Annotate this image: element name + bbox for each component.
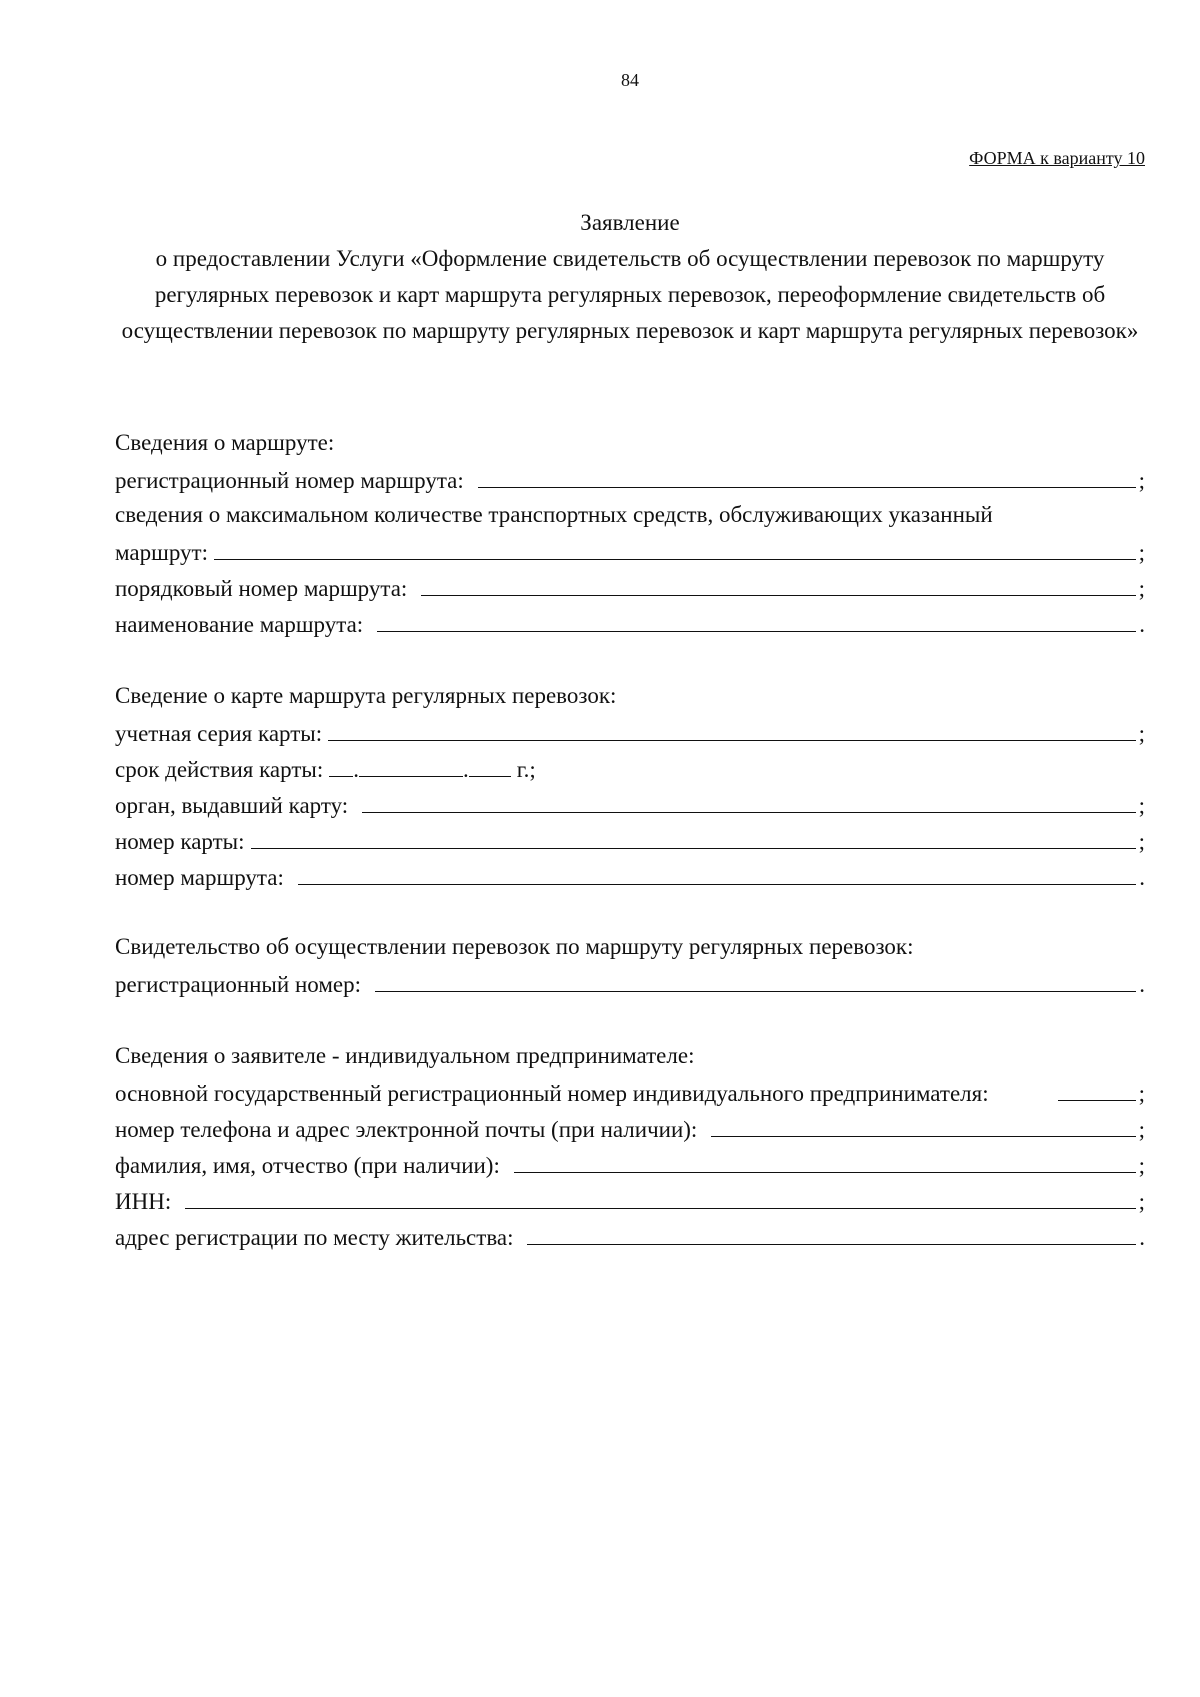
form-line [115, 1182, 1145, 1218]
period: . [1139, 1225, 1145, 1250]
route-sequence-number-label: порядковый номер маршрута: [115, 576, 408, 601]
semicolon: ; [1138, 540, 1145, 565]
certificate-info-heading: Свидетельство об осуществлении перевозок по маршруту регулярных перевозок: [115, 934, 914, 959]
period: . [1139, 865, 1145, 890]
semicolon: ; [1138, 576, 1145, 601]
card-series-field[interactable] [328, 714, 1135, 741]
form-line [115, 750, 1145, 786]
validity-month-field[interactable] [359, 750, 463, 777]
card-number-label: номер карты: [115, 829, 245, 854]
contacts-field[interactable] [711, 1110, 1135, 1137]
certificate-registration-number-label: регистрационный номер: [115, 972, 361, 997]
section-heading [115, 1038, 1145, 1074]
address-field[interactable] [527, 1218, 1136, 1245]
full-name-field[interactable] [514, 1146, 1136, 1173]
address-label: адрес регистрации по месту жительства: [115, 1225, 514, 1250]
card-issuer-label: орган, выдавший карту: [115, 793, 349, 818]
inn-label: ИНН: [115, 1189, 172, 1214]
route-registration-number-field[interactable] [478, 461, 1136, 488]
route-info-section [115, 425, 1145, 641]
form-line [115, 822, 1145, 858]
form-line [115, 965, 1145, 1001]
route-name-label: наименование маршрута: [115, 612, 364, 637]
form-line [115, 1110, 1145, 1146]
card-number-field[interactable] [251, 822, 1136, 849]
validity-year-field[interactable] [469, 750, 511, 777]
card-info-section [115, 678, 1145, 894]
form-line [115, 461, 1145, 497]
certificate-info-section [115, 929, 1145, 1001]
card-route-number-label: номер маршрута: [115, 865, 284, 890]
document-title-block [115, 205, 1145, 349]
route-registration-number-label: регистрационный номер маршрута: [115, 468, 464, 493]
semicolon: ; [1138, 721, 1145, 746]
max-vehicles-label-line1: сведения о максимальном количестве транспортных средств, обслуживающих указанный [115, 502, 993, 527]
validity-day-field[interactable] [329, 750, 353, 777]
route-sequence-number-field[interactable] [421, 569, 1135, 596]
certificate-registration-number-field[interactable] [375, 965, 1136, 992]
semicolon: ; [1138, 1189, 1145, 1214]
card-info-heading: Сведение о карте маршрута регулярных перевозок: [115, 683, 617, 708]
page-number: 84 [621, 70, 639, 90]
contacts-label: номер телефона и адрес электронной почты (при наличии): [115, 1117, 698, 1142]
form-line [115, 569, 1145, 605]
form-line [115, 1074, 1145, 1110]
form-line [115, 858, 1145, 894]
section-heading [115, 678, 1145, 714]
period: . [1139, 612, 1145, 637]
card-series-label: учетная серия карты: [115, 721, 323, 746]
document-subtitle: о предоставлении Услуги «Оформление свидетельств об осуществлении перевозок по маршруту регулярных перевозок и карт маршрута регулярных перевозок, переоформление свидетельств об осуществлении перевозок по маршруту регулярных перевозок и карт маршрута регулярных перевозок» [121, 246, 1139, 343]
card-issuer-field[interactable] [362, 786, 1135, 813]
card-validity-label: срок действия карты: [115, 757, 324, 782]
applicant-info-section [115, 1038, 1145, 1254]
form-line [115, 533, 1145, 569]
semicolon: ; [1138, 1153, 1145, 1178]
form-line [115, 786, 1145, 822]
route-name-field[interactable] [377, 605, 1136, 632]
section-heading [115, 929, 1145, 965]
card-route-number-field[interactable] [298, 858, 1136, 885]
semicolon: ; [1138, 793, 1145, 818]
form-line [115, 714, 1145, 750]
section-heading [115, 425, 1145, 461]
form-reference: ФОРМА к варианту 10 [969, 148, 1145, 168]
document-title: Заявление [580, 210, 680, 235]
date-dot: . [353, 757, 359, 782]
ogrnip-label: основной государственный регистрационный номер индивидуального предпринимателя: [115, 1081, 989, 1106]
semicolon: ; [1138, 468, 1145, 493]
applicant-info-heading: Сведения о заявителе - индивидуальном предпринимателе: [115, 1043, 695, 1068]
validity-year-suffix: г.; [516, 757, 536, 782]
semicolon: ; [1138, 829, 1145, 854]
period: . [1139, 972, 1145, 997]
semicolon: ; [1138, 1117, 1145, 1142]
semicolon: ; [1138, 1081, 1145, 1106]
max-vehicles-label-line2: маршрут: [115, 540, 208, 565]
form-line [115, 605, 1145, 641]
form-line [115, 1218, 1145, 1254]
full-name-label: фамилия, имя, отчество (при наличии): [115, 1153, 500, 1178]
route-info-heading: Сведения о маршруте: [115, 430, 335, 455]
form-line [115, 1146, 1145, 1182]
max-vehicles-field[interactable] [214, 533, 1136, 560]
form-line [115, 497, 1145, 533]
ogrnip-field[interactable] [1058, 1074, 1136, 1101]
date-dot: . [463, 757, 469, 782]
inn-field[interactable] [185, 1182, 1135, 1209]
